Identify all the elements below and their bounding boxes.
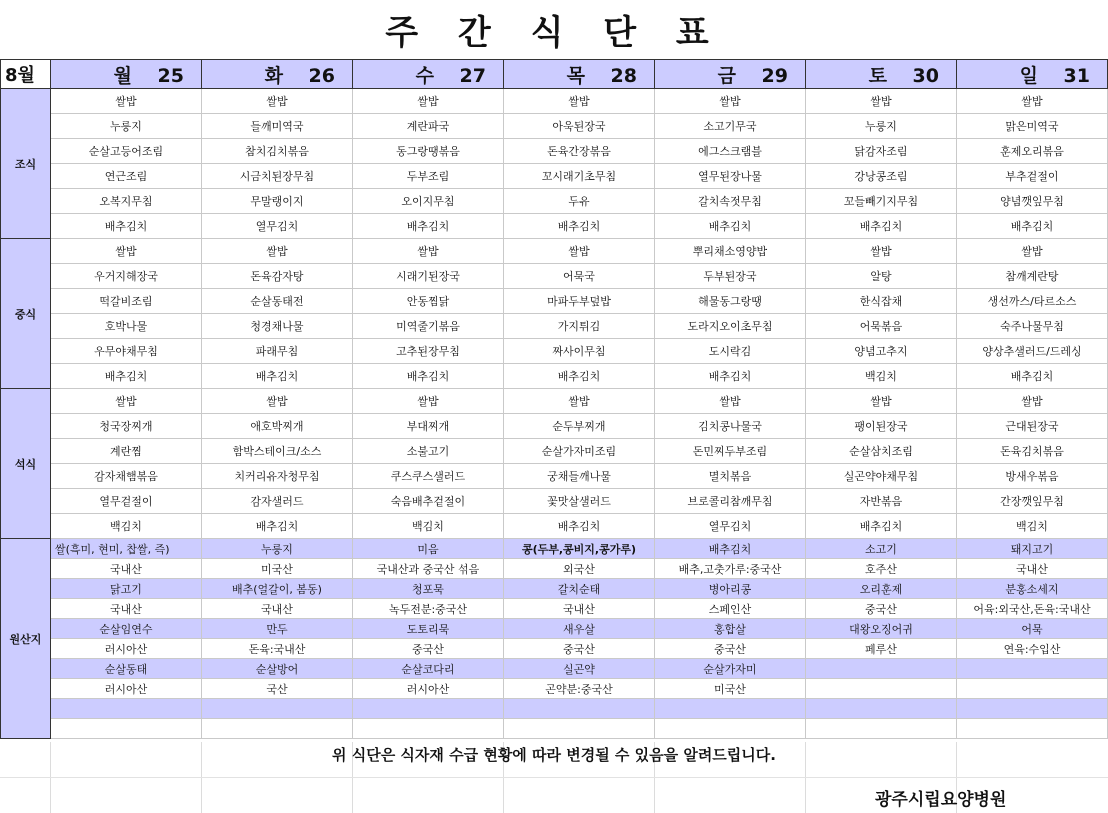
menu-row xyxy=(1,464,1108,489)
menu-row xyxy=(1,264,1108,289)
menu-item: 쌀밥 xyxy=(51,239,202,264)
menu-item: 갈치속젓무침 xyxy=(655,189,806,214)
origin-row xyxy=(1,619,1108,639)
meal-label: 중식 xyxy=(1,239,51,389)
menu-item: 한식잡채 xyxy=(806,289,957,314)
menu-item: 동그랑땡볶음 xyxy=(353,139,504,164)
menu-item: 들깨미역국 xyxy=(202,114,353,139)
origin-cell: 국내산과 중국산 섞음 xyxy=(353,559,504,579)
origin-cell xyxy=(202,719,353,739)
origin-cell: 연육:수입산 xyxy=(957,639,1108,659)
menu-item: 시금치된장무침 xyxy=(202,164,353,189)
day-name: 월 xyxy=(113,64,132,87)
menu-item: 돈민찌두부조림 xyxy=(655,439,806,464)
menu-row xyxy=(1,439,1108,464)
menu-item: 순두부찌개 xyxy=(504,414,655,439)
menu-item: 쌀밥 xyxy=(957,389,1108,414)
menu-item: 배추김치 xyxy=(202,364,353,389)
day-name: 일 xyxy=(1019,64,1038,87)
menu-item: 숙음배추겉절이 xyxy=(353,489,504,514)
menu-item: 쌀밥 xyxy=(353,239,504,264)
menu-item: 부추겉절이 xyxy=(957,164,1108,189)
origin-row xyxy=(1,599,1108,619)
menu-item: 계란파국 xyxy=(353,114,504,139)
menu-item: 해물동그랑땡 xyxy=(655,289,806,314)
origin-cell xyxy=(51,699,202,719)
menu-item: 꽃맛살샐러드 xyxy=(504,489,655,514)
origin-cell: 국내산 xyxy=(957,559,1108,579)
menu-item: 팽이된장국 xyxy=(806,414,957,439)
menu-item: 열무된장나물 xyxy=(655,164,806,189)
origin-cell: 미국산 xyxy=(655,679,806,699)
menu-item: 마파두부덮밥 xyxy=(504,289,655,314)
day-date: 25 xyxy=(157,64,184,87)
menu-item: 배추김치 xyxy=(353,214,504,239)
menu-item: 돈육감자탕 xyxy=(202,264,353,289)
origin-cell: 국내산 xyxy=(202,599,353,619)
menu-item: 계란찜 xyxy=(51,439,202,464)
origin-cell: 대왕오징어귀 xyxy=(806,619,957,639)
menu-row xyxy=(1,489,1108,514)
origin-row xyxy=(1,579,1108,599)
menu-item: 멸치볶음 xyxy=(655,464,806,489)
menu-item: 쌀밥 xyxy=(957,89,1108,114)
origin-cell: 스페인산 xyxy=(655,599,806,619)
day-header xyxy=(957,60,1108,89)
menu-row xyxy=(1,164,1108,189)
origin-cell: 분홍소세지 xyxy=(957,579,1108,599)
origin-cell: 녹두전분:중국산 xyxy=(353,599,504,619)
origin-cell: 돈육:국내산 xyxy=(202,639,353,659)
origin-row xyxy=(1,699,1108,719)
origin-row xyxy=(1,559,1108,579)
origin-cell: 청포묵 xyxy=(353,579,504,599)
origin-cell: 순살가자미 xyxy=(655,659,806,679)
origin-cell xyxy=(353,719,504,739)
menu-item: 누룽지 xyxy=(806,114,957,139)
month-label: 8월 xyxy=(1,60,51,89)
menu-item: 감자샐러드 xyxy=(202,489,353,514)
menu-item: 배추김치 xyxy=(957,364,1108,389)
menu-item: 순살고등어조림 xyxy=(51,139,202,164)
origin-cell: 순살방어 xyxy=(202,659,353,679)
menu-item: 배추김치 xyxy=(655,364,806,389)
menu-item: 열무겉절이 xyxy=(51,489,202,514)
origin-cell: 닭고기 xyxy=(51,579,202,599)
menu-item: 쌀밥 xyxy=(806,89,957,114)
origin-cell: 외국산 xyxy=(504,559,655,579)
origin-cell: 배추(얼갈이, 봄동) xyxy=(202,579,353,599)
menu-row xyxy=(1,214,1108,239)
origin-cell: 어육:외국산,돈육:국내산 xyxy=(957,599,1108,619)
day-name: 화 xyxy=(264,64,283,87)
origin-cell: 중국산 xyxy=(504,639,655,659)
menu-item: 배추김치 xyxy=(202,514,353,539)
menu-item: 쌀밥 xyxy=(806,389,957,414)
menu-row xyxy=(1,339,1108,364)
menu-item: 배추김치 xyxy=(806,214,957,239)
menu-item: 쌀밥 xyxy=(655,389,806,414)
origin-cell: 갈치순태 xyxy=(504,579,655,599)
menu-item: 무말랭이지 xyxy=(202,189,353,214)
menu-item: 호박나물 xyxy=(51,314,202,339)
origin-cell xyxy=(806,699,957,719)
menu-item: 쌀밥 xyxy=(353,389,504,414)
day-date: 28 xyxy=(610,64,637,87)
origin-cell: 쌀(흑미, 현미, 찹쌀, 즉) xyxy=(51,539,202,559)
origin-cell: 중국산 xyxy=(353,639,504,659)
menu-row xyxy=(1,289,1108,314)
menu-item: 짜사이무침 xyxy=(504,339,655,364)
day-date: 26 xyxy=(308,64,335,87)
menu-item: 참치김치볶음 xyxy=(202,139,353,164)
menu-item: 쌀밥 xyxy=(806,239,957,264)
origin-cell: 국내산 xyxy=(51,559,202,579)
origin-cell: 배추,고춧가루:중국산 xyxy=(655,559,806,579)
menu-item: 어묵볶음 xyxy=(806,314,957,339)
menu-item: 청국장찌개 xyxy=(51,414,202,439)
menu-item: 배추김치 xyxy=(957,214,1108,239)
menu-item: 두부조림 xyxy=(353,164,504,189)
menu-item: 배추김치 xyxy=(806,514,957,539)
menu-item: 시래기된장국 xyxy=(353,264,504,289)
menu-item: 백김치 xyxy=(806,364,957,389)
menu-row xyxy=(1,189,1108,214)
origin-cell: 러시아산 xyxy=(353,679,504,699)
origin-cell: 실곤약 xyxy=(504,659,655,679)
origin-row xyxy=(1,639,1108,659)
menu-item: 닭감자조림 xyxy=(806,139,957,164)
day-name: 목 xyxy=(566,64,585,87)
menu-item: 청경채나물 xyxy=(202,314,353,339)
origin-cell: 미국산 xyxy=(202,559,353,579)
origin-cell xyxy=(202,699,353,719)
menu-item: 백김치 xyxy=(957,514,1108,539)
origin-cell xyxy=(655,719,806,739)
menu-item: 양상추샐러드/드레싱 xyxy=(957,339,1108,364)
origin-row xyxy=(1,679,1108,699)
header-row xyxy=(1,60,1108,89)
origin-cell: 호주산 xyxy=(806,559,957,579)
menu-item: 쌀밥 xyxy=(353,89,504,114)
menu-item: 파래무침 xyxy=(202,339,353,364)
menu-item: 도라지오이초무침 xyxy=(655,314,806,339)
day-date: 27 xyxy=(459,64,486,87)
day-header xyxy=(504,60,655,89)
menu-item: 감자채햄볶음 xyxy=(51,464,202,489)
menu-item: 순살동태전 xyxy=(202,289,353,314)
menu-item: 쌀밥 xyxy=(504,389,655,414)
menu-row xyxy=(1,389,1108,414)
menu-item: 숙주나물무침 xyxy=(957,314,1108,339)
origin-cell: 홍합살 xyxy=(655,619,806,639)
menu-item: 돈육간장볶음 xyxy=(504,139,655,164)
menu-item: 쌀밥 xyxy=(51,89,202,114)
menu-item: 부대찌개 xyxy=(353,414,504,439)
origin-cell xyxy=(806,679,957,699)
menu-item: 두부된장국 xyxy=(655,264,806,289)
origin-cell xyxy=(957,679,1108,699)
menu-item: 꼬들빼기지무침 xyxy=(806,189,957,214)
origin-cell xyxy=(504,719,655,739)
menu-item: 배추김치 xyxy=(504,364,655,389)
menu-item: 쌀밥 xyxy=(957,239,1108,264)
origin-cell: 도토리묵 xyxy=(353,619,504,639)
menu-row xyxy=(1,514,1108,539)
menu-row xyxy=(1,89,1108,114)
menu-item: 쌀밥 xyxy=(202,389,353,414)
menu-item: 배추김치 xyxy=(353,364,504,389)
day-header xyxy=(51,60,202,89)
day-date: 31 xyxy=(1063,64,1090,87)
menu-item: 열무김치 xyxy=(655,514,806,539)
menu-item: 배추김치 xyxy=(51,214,202,239)
meal-label: 석식 xyxy=(1,389,51,539)
notice-text: 위 식단은 식자재 수급 현황에 따라 변경될 수 있음을 알려드립니다. xyxy=(332,746,776,764)
menu-item: 근대된장국 xyxy=(957,414,1108,439)
origin-cell: 러시아산 xyxy=(51,639,202,659)
menu-item: 배추김치 xyxy=(504,214,655,239)
origin-cell: 페루산 xyxy=(806,639,957,659)
menu-item: 훈제오리볶음 xyxy=(957,139,1108,164)
menu-item: 에그스크램블 xyxy=(655,139,806,164)
origin-cell: 국내산 xyxy=(504,599,655,619)
origin-cell xyxy=(353,699,504,719)
menu-item: 순살삼치조림 xyxy=(806,439,957,464)
menu-item: 우무야채무침 xyxy=(51,339,202,364)
menu-item: 애호박찌개 xyxy=(202,414,353,439)
origin-label: 원산지 xyxy=(1,539,51,739)
origin-cell: 미음 xyxy=(353,539,504,559)
origin-cell: 배추김치 xyxy=(655,539,806,559)
origin-cell: 오리훈제 xyxy=(806,579,957,599)
menu-item: 쌀밥 xyxy=(51,389,202,414)
origin-cell: 누룽지 xyxy=(202,539,353,559)
menu-item: 두유 xyxy=(504,189,655,214)
origin-cell: 국산 xyxy=(202,679,353,699)
origin-cell: 새우살 xyxy=(504,619,655,639)
menu-item: 백김치 xyxy=(353,514,504,539)
origin-cell: 소고기 xyxy=(806,539,957,559)
menu-item: 방새우볶음 xyxy=(957,464,1108,489)
menu-item: 돈육김치볶음 xyxy=(957,439,1108,464)
menu-item: 떡갈비조림 xyxy=(51,289,202,314)
menu-item: 가지튀김 xyxy=(504,314,655,339)
origin-cell: 중국산 xyxy=(806,599,957,619)
menu-item: 어묵국 xyxy=(504,264,655,289)
menu-item: 쌀밥 xyxy=(655,89,806,114)
origin-cell: 어묵 xyxy=(957,619,1108,639)
menu-item: 쌀밥 xyxy=(202,89,353,114)
day-header xyxy=(353,60,504,89)
menu-item: 오복지무침 xyxy=(51,189,202,214)
origin-row xyxy=(1,719,1108,739)
menu-item: 쌀밥 xyxy=(504,239,655,264)
menu-item: 알탕 xyxy=(806,264,957,289)
menu-item: 꼬시래기초무침 xyxy=(504,164,655,189)
menu-item: 열무김치 xyxy=(202,214,353,239)
menu-item: 쌀밥 xyxy=(202,239,353,264)
menu-item: 양념고추지 xyxy=(806,339,957,364)
origin-cell: 순살코다리 xyxy=(353,659,504,679)
menu-row xyxy=(1,414,1108,439)
menu-item: 김치콩나물국 xyxy=(655,414,806,439)
menu-item: 뿌리채소영양밥 xyxy=(655,239,806,264)
menu-item: 안동찜닭 xyxy=(353,289,504,314)
menu-item: 치커리유자청무침 xyxy=(202,464,353,489)
menu-item: 맑은미역국 xyxy=(957,114,1108,139)
origin-cell: 중국산 xyxy=(655,639,806,659)
day-header xyxy=(202,60,353,89)
origin-cell xyxy=(504,699,655,719)
origin-cell: 순살동태 xyxy=(51,659,202,679)
day-header xyxy=(806,60,957,89)
menu-item: 양념깻잎무침 xyxy=(957,189,1108,214)
day-name: 금 xyxy=(717,64,736,87)
menu-item: 배추김치 xyxy=(51,364,202,389)
menu-item: 오이지무침 xyxy=(353,189,504,214)
origin-cell: 만두 xyxy=(202,619,353,639)
origin-row xyxy=(1,539,1108,559)
menu-item: 간장깻잎무침 xyxy=(957,489,1108,514)
origin-row xyxy=(1,659,1108,679)
day-name: 토 xyxy=(868,64,887,87)
menu-item: 쿠스쿠스샐러드 xyxy=(353,464,504,489)
menu-item: 배추김치 xyxy=(655,214,806,239)
menu-item: 연근조림 xyxy=(51,164,202,189)
menu-item: 자반볶음 xyxy=(806,489,957,514)
menu-item: 궁채들깨나물 xyxy=(504,464,655,489)
hospital-name: 광주시립요양병원 xyxy=(875,790,1007,810)
origin-cell: 병아리콩 xyxy=(655,579,806,599)
menu-item: 아욱된장국 xyxy=(504,114,655,139)
menu-item: 함박스테이크/소스 xyxy=(202,439,353,464)
menu-item: 소고기무국 xyxy=(655,114,806,139)
menu-item: 도시락김 xyxy=(655,339,806,364)
menu-item: 고추된장무침 xyxy=(353,339,504,364)
meal-label: 조식 xyxy=(1,89,51,239)
day-header xyxy=(655,60,806,89)
origin-cell xyxy=(957,659,1108,679)
day-name: 수 xyxy=(415,64,434,87)
menu-item: 순살가자미조림 xyxy=(504,439,655,464)
day-date: 30 xyxy=(912,64,939,87)
menu-item: 참깨계란탕 xyxy=(957,264,1108,289)
menu-item: 강낭콩조림 xyxy=(806,164,957,189)
menu-item: 실곤약야채무침 xyxy=(806,464,957,489)
menu-item: 백김치 xyxy=(51,514,202,539)
menu-row xyxy=(1,364,1108,389)
origin-cell: 돼지고기 xyxy=(957,539,1108,559)
menu-row xyxy=(1,139,1108,164)
day-date: 29 xyxy=(761,64,788,87)
menu-item: 쌀밥 xyxy=(504,89,655,114)
origin-cell xyxy=(51,719,202,739)
menu-item: 배추김치 xyxy=(504,514,655,539)
origin-cell xyxy=(957,699,1108,719)
menu-row xyxy=(1,239,1108,264)
menu-item: 브로콜리참깨무침 xyxy=(655,489,806,514)
menu-item: 소불고기 xyxy=(353,439,504,464)
menu-item: 누룽지 xyxy=(51,114,202,139)
origin-cell: 곤약분:중국산 xyxy=(504,679,655,699)
origin-cell xyxy=(806,659,957,679)
origin-cell: 순살임연수 xyxy=(51,619,202,639)
menu-item: 생선까스/타르소스 xyxy=(957,289,1108,314)
origin-cell: 러시아산 xyxy=(51,679,202,699)
menu-item: 미역줄기볶음 xyxy=(353,314,504,339)
origin-cell: 국내산 xyxy=(51,599,202,619)
menu-row xyxy=(1,314,1108,339)
menu-row xyxy=(1,114,1108,139)
menu-item: 우거지해장국 xyxy=(51,264,202,289)
weekly-menu-table xyxy=(0,59,1108,739)
page-title: 주 간 식 단 표 xyxy=(385,12,723,53)
origin-cell xyxy=(655,699,806,719)
origin-cell xyxy=(957,719,1108,739)
origin-cell xyxy=(806,719,957,739)
origin-cell: 콩(두부,콩비지,콩가루) xyxy=(504,539,655,559)
